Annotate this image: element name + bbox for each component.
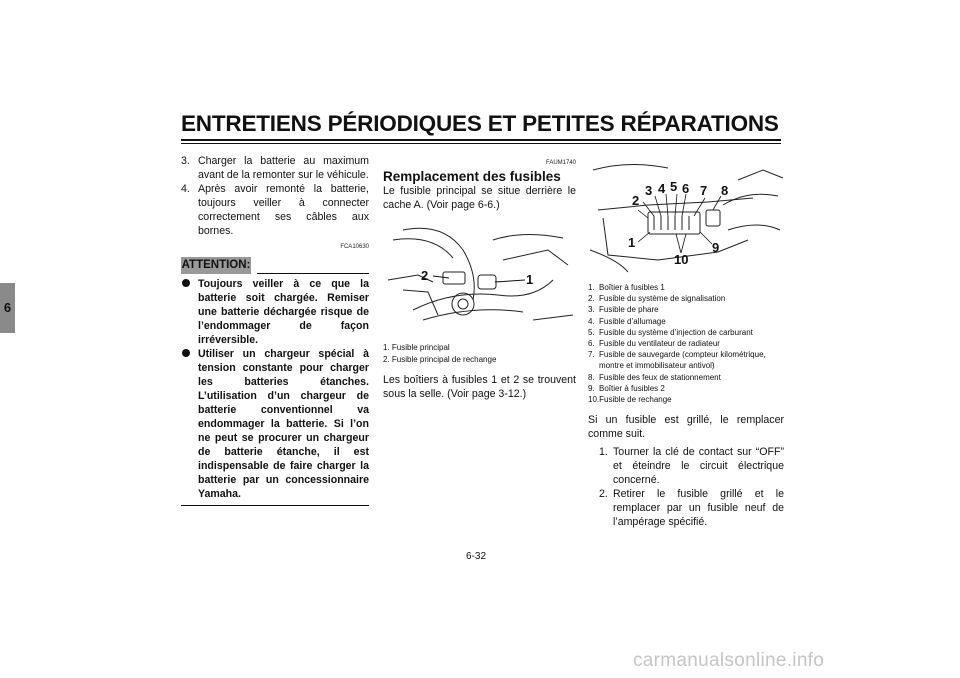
step-text: Tourner la clé de contact sur “OFF” et éteindre le circuit électrique concerné.: [613, 446, 784, 487]
legend-item: [588, 394, 784, 405]
chapter-tab: 6: [0, 283, 15, 333]
legend-number: 5.: [588, 327, 595, 337]
bullet-icon: [182, 349, 190, 357]
legend-item: [588, 293, 784, 304]
legend-number: 3.: [588, 305, 595, 315]
legend-item: [588, 372, 784, 383]
procedure-intro: Si un fusible est grillé, le remplacer comme suit.: [588, 414, 784, 441]
step-number: 3.: [181, 155, 190, 167]
figure-callout: 2: [632, 193, 640, 208]
callout-1: 1: [526, 272, 534, 287]
page-number: 6-32: [466, 551, 487, 562]
intro-paragraph: Le fusible principal se situe derrière le cache A. (Voir page 6-6.): [383, 185, 576, 211]
legend-text: Boîtier à fusibles 1: [599, 283, 665, 292]
section-heading: Remplacement des fusibles: [383, 169, 561, 184]
legend-item: [588, 304, 784, 315]
left-column: [181, 154, 369, 506]
bullet-text: Toujours veiller à ce que la batterie soit chargée. Remiser une batterie déchargée risque de l’endommager de façon irréversible.: [198, 278, 369, 346]
figure-callout: 6: [682, 181, 690, 196]
watermark: carmanualsonline.info: [633, 650, 825, 671]
step-text: Retirer le fusible grillé et le remplacer par un fusible neuf de l’ampérage spécifié.: [613, 488, 784, 529]
page-title: ENTRETIENS PÉRIODIQUES ET PETITES RÉPARATIONS: [181, 111, 779, 136]
attention-rule: [257, 273, 369, 274]
attention-bullet: [181, 277, 369, 347]
figure-callout: 1: [628, 235, 636, 250]
procedure-step: [588, 487, 784, 529]
legend-text: Fusible d’allumage: [599, 316, 666, 326]
legend-item: [588, 349, 784, 371]
figure-callout: 5: [670, 179, 678, 194]
legend-text: Fusible de sauvegarde (compteur kilométrique, montre et immobilisateur antivol): [599, 350, 766, 371]
legend-text: Boîtier à fusibles 2: [599, 383, 665, 393]
legend-text: Fusible des feux de stationnement: [599, 372, 721, 382]
reference-code: FCA10630: [340, 244, 369, 250]
title-rule-thin: [181, 143, 781, 144]
bullet-text: Utiliser un chargeur spécial à tension constante pour charger les batteries étanches. L’utilisation d’un chargeur de batterie conventionnel va endommager la batterie. Si l’on ne peut se procurer un chargeur de batterie étanche, il est indispensable de faire charger la batterie par un concessionnaire Yamaha.: [198, 348, 369, 500]
right-column: [588, 282, 784, 529]
bullet-icon: [182, 279, 190, 287]
main-fuse-figure: [383, 220, 576, 338]
legend-number: 6.: [588, 339, 595, 349]
procedure-steps: [588, 445, 784, 529]
legend-item: [588, 316, 784, 327]
legend-number: 8.: [588, 372, 595, 382]
legend-item: [588, 327, 784, 338]
figure-callout: 3: [645, 183, 653, 198]
figure-callout: 9: [712, 240, 720, 255]
legend-item: [588, 383, 784, 394]
legend-number: 10.: [588, 395, 600, 405]
legend-number: 1.: [588, 283, 595, 292]
legend-number: 9.: [588, 383, 595, 393]
legend-number: 7.: [588, 350, 595, 360]
attention-bullet: [181, 347, 369, 501]
caption-1: 1. Fusible principal: [383, 343, 450, 352]
step-4: [181, 182, 369, 238]
procedure-step: [588, 445, 784, 487]
figure-callout: 7: [700, 183, 708, 198]
step-text: Après avoir remonté la batterie, toujours veiller à connecter correctement ses câbles aux bornes.: [198, 183, 369, 237]
figure-callout: 8: [721, 183, 729, 198]
step-number: 4.: [181, 183, 190, 195]
callout-2: 2: [421, 268, 429, 283]
figure-callout: 10: [674, 252, 689, 267]
fuse-box-figure: [588, 160, 784, 275]
step-number: 1.: [599, 446, 608, 459]
caption-2: 2. Fusible principal de rechange: [383, 355, 497, 364]
figure-callout: 4: [658, 181, 666, 196]
title-rule: [181, 139, 781, 141]
step-text: Charger la batterie au maximum avant de la remonter sur le véhicule.: [198, 155, 369, 181]
attention-header: [181, 257, 369, 277]
legend-text: Fusible de phare: [599, 305, 659, 315]
middle-column: [383, 154, 576, 401]
step-number: 2.: [599, 488, 608, 501]
reference-code: FAUM1740: [545, 160, 576, 166]
legend-text: Fusible du ventilateur de radiateur: [599, 339, 720, 349]
legend-item: [588, 282, 784, 293]
attention-end-rule: [181, 505, 369, 506]
legend-item: [588, 338, 784, 349]
legend-text: Fusible de rechange: [599, 395, 672, 405]
attention-label: ATTENTION:: [181, 257, 251, 274]
legend-number: 2.: [588, 294, 595, 304]
legend-number: 4.: [588, 316, 595, 326]
legend-text: Fusible du système de signalisation: [599, 294, 726, 304]
fusebox-paragraph: Les boîtiers à fusibles 1 et 2 se trouvent sous la selle. (Voir page 3-12.): [383, 374, 576, 400]
step-3: [181, 154, 369, 182]
legend-text: Fusible du système d’injection de carburant: [599, 327, 753, 337]
